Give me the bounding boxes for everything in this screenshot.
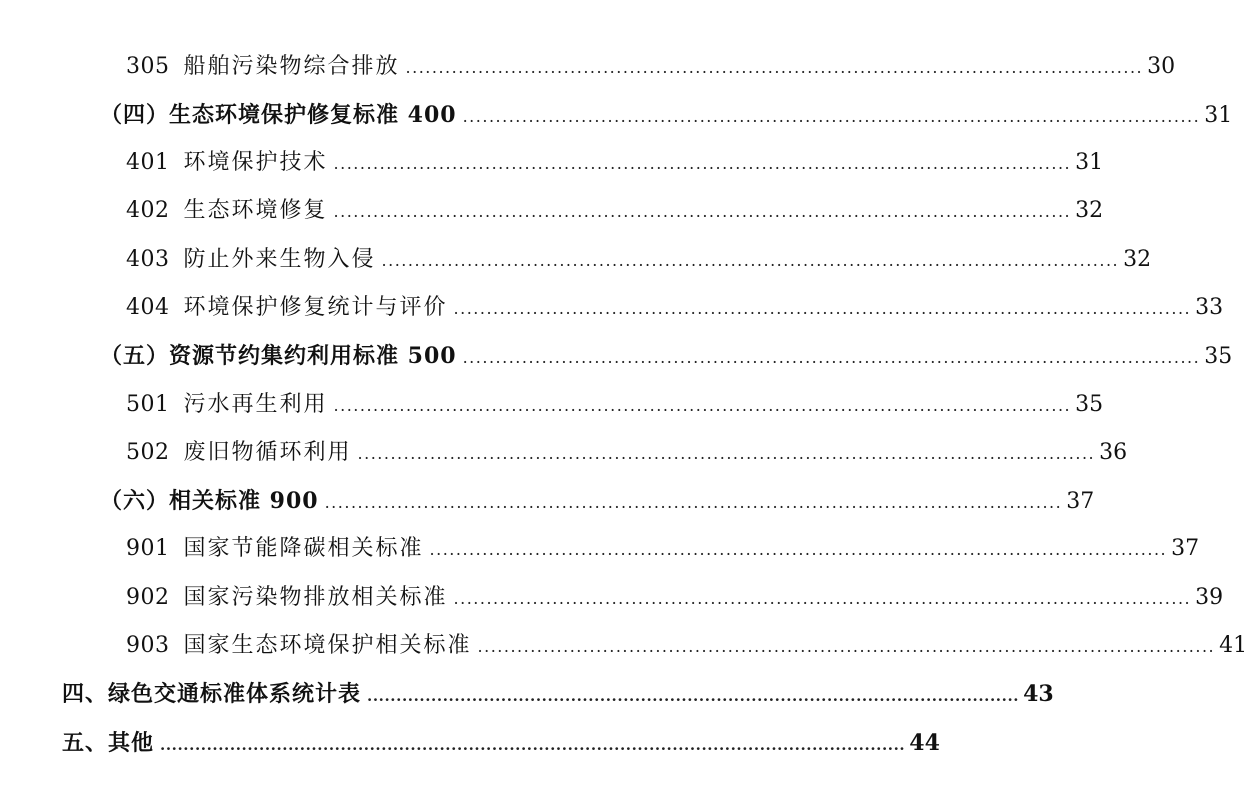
toc-entry-902[interactable] <box>0 578 1224 618</box>
toc-entry-number: 902 <box>126 585 170 610</box>
dot-leader: ................................................................................................................ <box>462 107 1201 126</box>
toc-entry-number: 901 <box>126 536 170 561</box>
toc-entry-page: 31 <box>1204 103 1233 128</box>
dot-leader: ................................................................................................................ <box>367 687 1020 705</box>
toc-entry-number: 401 <box>126 150 170 175</box>
toc-entry-404[interactable] <box>0 288 1224 328</box>
toc-entry-number: 501 <box>126 392 170 417</box>
toc-entry-section-4[interactable] <box>0 95 1233 135</box>
dot-leader: ................................................................................................................ <box>462 348 1201 367</box>
toc-entry-title: 五、其他 <box>62 730 155 756</box>
toc-entry-title: 防止外来生物入侵 <box>183 247 376 272</box>
dot-leader: ................................................................................................................ <box>324 493 1063 512</box>
toc-entry-page: 35 <box>1204 344 1233 369</box>
toc-entry-label <box>62 723 154 763</box>
dot-leader: ................................................................................................................ <box>381 251 1120 270</box>
toc-entry-number: 404 <box>126 295 170 320</box>
toc-entry-number: 305 <box>126 54 170 79</box>
toc-entry-title: 污水再生利用 <box>183 392 328 417</box>
toc-entry-chapter-4[interactable] <box>0 674 1054 714</box>
dot-leader: ................................................................................................................ <box>453 299 1192 318</box>
toc-entry-title: 环境保护修复统计与评价 <box>183 295 448 320</box>
toc-entry-label <box>100 95 457 135</box>
toc-entry-label <box>126 47 400 87</box>
toc-entry-page: 43 <box>1023 681 1054 707</box>
toc-entry-title: 国家节能降碳相关标准 <box>183 536 424 561</box>
dot-leader: ................................................................................................................ <box>357 444 1096 463</box>
toc-entry-title: 四、绿色交通标准体系统计表 <box>62 681 362 707</box>
toc-entry-label <box>126 191 328 231</box>
toc-entry-page: 33 <box>1195 295 1224 320</box>
toc-entry-label <box>100 336 457 376</box>
dot-leader: ................................................................................................................ <box>453 589 1192 608</box>
toc-entry-title: 国家污染物排放相关标准 <box>183 585 448 610</box>
toc-entry-title: （六）相关标准 900 <box>100 488 319 514</box>
toc-entry-page: 41 <box>1219 633 1247 658</box>
toc-entry-number: 903 <box>126 633 170 658</box>
dot-leader: ................................................................................................................................ <box>160 736 906 754</box>
toc-entry-label <box>126 626 472 666</box>
toc-entry-chapter-5[interactable] <box>0 723 940 763</box>
toc-entry-title: 国家生态环境保护相关标准 <box>183 633 472 658</box>
toc-entry-title: 废旧物循环利用 <box>183 440 352 465</box>
toc-entry-title: 生态环境修复 <box>183 198 328 223</box>
toc-entry-label <box>126 288 448 328</box>
dot-leader: ................................................................................................................ <box>429 540 1168 559</box>
dot-leader: ................................................................................................................ <box>333 396 1072 415</box>
toc-entry-403[interactable] <box>0 240 1152 280</box>
toc-entry-section-5[interactable] <box>0 336 1233 376</box>
toc-entry-page: 44 <box>909 730 940 756</box>
toc-entry-label <box>100 481 319 521</box>
toc-entry-number: 403 <box>126 247 170 272</box>
dot-leader: ................................................................................................................ <box>477 637 1216 656</box>
toc-entry-page: 36 <box>1099 440 1128 465</box>
toc-entry-402[interactable] <box>0 191 1104 231</box>
toc-entry-title: （四）生态环境保护修复标准 400 <box>100 102 457 128</box>
toc-entry-label <box>62 674 361 714</box>
toc-entry-page: 39 <box>1195 585 1224 610</box>
toc-entry-title: 船舶污染物综合排放 <box>183 54 400 79</box>
toc-entry-label <box>126 529 424 569</box>
toc-entry-502[interactable] <box>0 433 1128 473</box>
toc-entry-305[interactable] <box>0 47 1176 87</box>
dot-leader: ................................................................................................................ <box>405 58 1144 77</box>
toc-entry-number: 502 <box>126 440 170 465</box>
toc-entry-page: 32 <box>1123 247 1152 272</box>
toc-entry-label <box>126 433 352 473</box>
toc-entry-label <box>126 578 448 618</box>
toc-entry-page: 35 <box>1075 392 1104 417</box>
toc-entry-label <box>126 240 376 280</box>
toc-entry-page: 37 <box>1066 489 1095 514</box>
toc-entry-section-6[interactable] <box>0 481 1095 521</box>
toc-entry-page: 31 <box>1075 150 1104 175</box>
toc-entry-901[interactable] <box>0 529 1200 569</box>
toc-entry-401[interactable] <box>0 143 1104 183</box>
toc-entry-label <box>126 143 328 183</box>
toc-entry-page: 37 <box>1171 536 1200 561</box>
toc-entry-page: 30 <box>1147 54 1176 79</box>
toc-entry-903[interactable] <box>0 626 1247 666</box>
toc-entry-page: 32 <box>1075 198 1104 223</box>
dot-leader: ................................................................................................................ <box>333 202 1072 221</box>
toc-entry-501[interactable] <box>0 385 1104 425</box>
toc-entry-title: 环境保护技术 <box>183 150 328 175</box>
toc-entry-title: （五）资源节约集约利用标准 500 <box>100 343 457 369</box>
toc-entry-number: 402 <box>126 198 170 223</box>
toc-entry-label <box>126 385 328 425</box>
dot-leader: ................................................................................................................ <box>333 154 1072 173</box>
